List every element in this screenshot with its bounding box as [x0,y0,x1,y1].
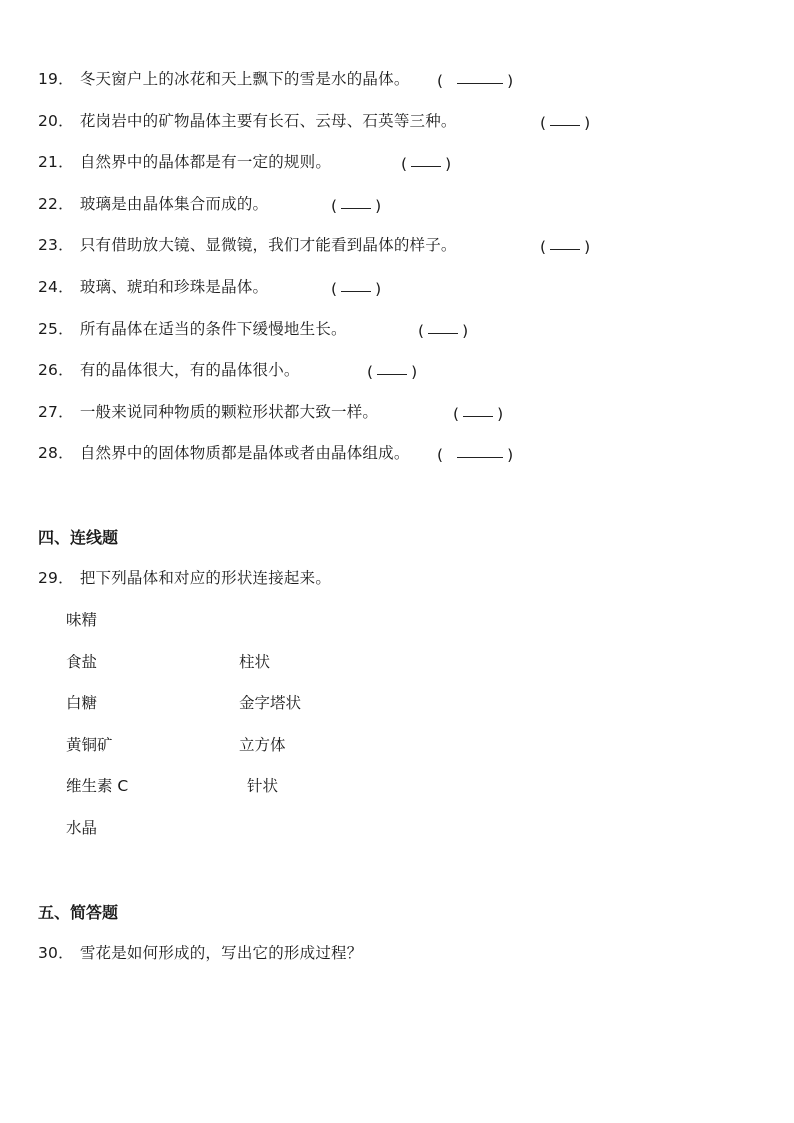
answer-paren-25[interactable]: ( ) [418,318,468,340]
question-number: 22． [38,195,74,213]
answer-paren-21[interactable]: ( ) [401,151,451,173]
section-heading-matching: 四、连线题 [38,528,119,547]
question-text: 只有借助放大镜、显微镜，我们才能看到晶体的样子。 [79,236,457,254]
question-text: 玻璃、琥珀和珍珠是晶体。 [79,278,269,296]
answer-paren-28[interactable]: ( ) [437,442,513,464]
question-text: 花岗岩中的矿物晶体主要有长石、云母、石英等三种。 [79,112,457,130]
question-text: 冬天窗户上的冰花和天上飘下的雪是水的晶体。 [79,70,410,88]
question-number: 24． [38,278,74,296]
answer-blank[interactable] [457,442,503,458]
answer-blank[interactable] [457,68,503,84]
question-number: 29． [38,569,74,587]
question-21 [38,151,331,173]
answer-blank[interactable] [428,318,458,334]
answer-blank[interactable] [377,359,407,375]
answer-blank[interactable] [550,234,580,250]
section-heading-short-answer: 五、简答题 [38,903,119,922]
question-19 [38,68,410,90]
question-number: 21． [38,153,74,171]
question-30 [38,942,362,964]
question-text: 所有晶体在适当的条件下缓慢地生长。 [79,320,347,338]
question-text: 玻璃是由晶体集合而成的。 [79,195,269,213]
question-20 [38,110,457,132]
question-text: 雪花是如何形成的，写出它的形成过程？ [79,944,363,962]
answer-paren-19[interactable]: ( ) [437,68,513,90]
answer-paren-27[interactable]: ( ) [453,401,503,423]
answer-blank[interactable] [550,110,580,126]
answer-paren-22[interactable]: ( ) [331,193,381,215]
answer-blank[interactable] [341,193,371,209]
answer-blank[interactable] [463,401,493,417]
question-number: 27． [38,403,74,421]
match-left-item[interactable]: 白糖 [66,694,98,712]
question-text: 把下列晶体和对应的形状连接起来。 [79,569,332,587]
match-left-item[interactable]: 黄铜矿 [66,736,113,754]
question-number: 20． [38,112,74,130]
answer-paren-23[interactable]: ( ) [540,234,590,256]
match-left-item[interactable]: 味精 [66,611,98,629]
question-number: 30． [38,944,74,962]
question-28 [38,442,410,464]
question-22 [38,193,268,215]
question-number: 26． [38,361,74,379]
answer-paren-24[interactable]: ( ) [331,276,381,298]
question-23 [38,234,457,256]
match-right-item[interactable]: 金字塔状 [239,694,302,712]
question-text: 自然界中的固体物质都是晶体或者由晶体组成。 [79,444,410,462]
answer-paren-20[interactable]: ( ) [540,110,590,132]
question-27 [38,401,378,423]
answer-paren-26[interactable]: ( ) [367,359,417,381]
question-text: 有的晶体很大，有的晶体很小。 [79,361,300,379]
question-number: 28． [38,444,74,462]
match-left-item[interactable]: 维生素 C [66,777,129,795]
question-29 [38,567,331,589]
question-number: 23． [38,236,74,254]
match-right-item[interactable]: 针状 [247,777,279,795]
question-number: 25． [38,320,74,338]
question-25 [38,318,347,340]
question-26 [38,359,300,381]
match-right-item[interactable]: 柱状 [239,653,271,671]
question-text: 一般来说同种物质的颗粒形状都大致一样。 [79,403,379,421]
answer-blank[interactable] [341,276,371,292]
question-text: 自然界中的晶体都是有一定的规则。 [79,153,332,171]
match-left-item[interactable]: 水晶 [66,819,98,837]
answer-blank[interactable] [411,151,441,167]
question-24 [38,276,268,298]
question-number: 19． [38,70,74,88]
match-right-item[interactable]: 立方体 [239,736,286,754]
match-left-item[interactable]: 食盐 [66,653,98,671]
